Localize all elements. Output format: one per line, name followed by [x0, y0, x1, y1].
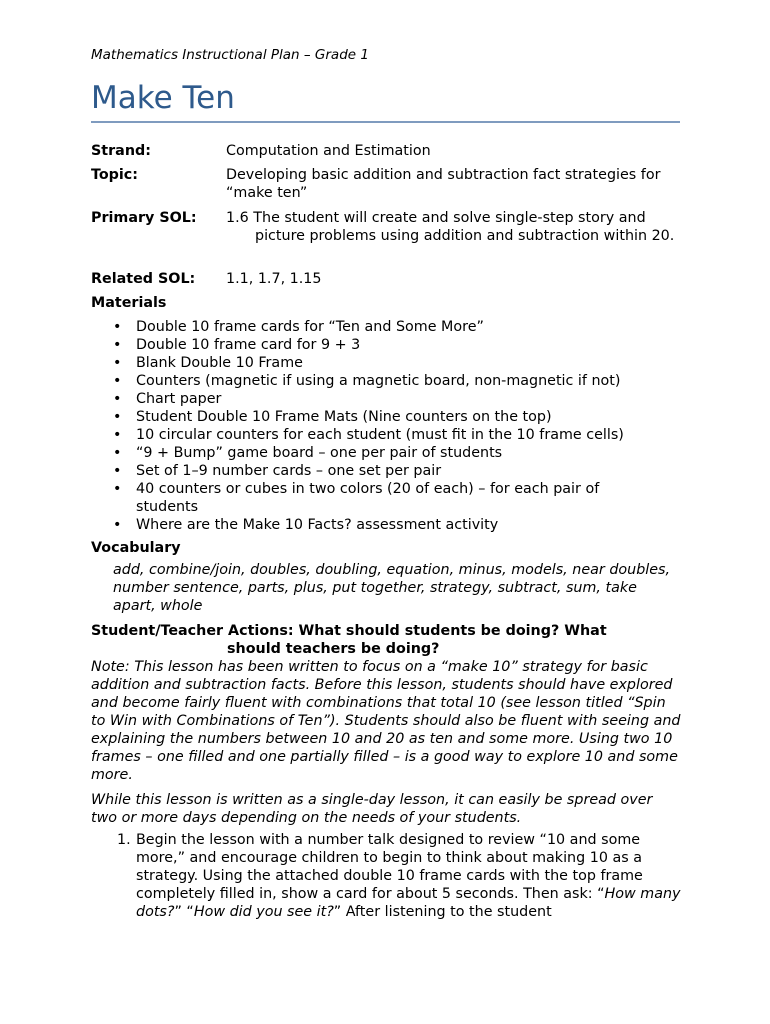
strand-value: Computation and Estimation: [226, 143, 431, 159]
list-item: [91, 831, 681, 921]
list-item: • Blank Double 10 Frame: [91, 354, 651, 372]
title-divider: [91, 121, 680, 123]
lesson-note-duration: While this lesson is written as a single-day lesson, it can easily be spread over two or more days depending on the needs of your students.: [91, 792, 653, 826]
vocabulary-text: add, combine/join, doubles, doubling, equation, minus, models, near doubles, number sentence, parts, plus, put together, strategy, subtract, sum, take apart, whole: [113, 562, 671, 614]
list-item: • 40 counters or cubes in two colors (20 of each) – for each pair of students: [91, 480, 651, 516]
step-number: 1.: [117, 832, 131, 848]
lesson-note: Note: This lesson has been written to focus on a “make 10” strategy for basic addition and subtraction facts. Before this lesson, students should have explored and become fairly fluent with combinations that total 10 (see lesson titled “Spin to Win with Combinations of Ten”). Students should also be fluent with seeing and explaining the numbers between 10 and 20 as ten and some more. Using two 10 frames – one filled and one partially filled – is a good way to explore 10 and some more.: [91, 659, 681, 783]
materials-heading: Materials: [91, 295, 167, 311]
list-item: • Double 10 frame card for 9 + 3: [91, 336, 651, 354]
list-item: • “9 + Bump” game board – one per pair of students: [91, 444, 651, 462]
list-item: • Chart paper: [91, 390, 651, 408]
list-item: • Where are the Make 10 Facts? assessment activity: [91, 516, 651, 534]
lesson-steps: [91, 831, 681, 921]
primary-sol-label: Primary SOL:: [91, 210, 197, 226]
actions-heading-line1: Student/Teacher Actions: What should students be doing? What: [91, 623, 607, 639]
primary-sol-value: 1.6 The student will create and solve single-step story and picture problems using addition and subtraction within 20.: [226, 210, 675, 244]
list-item: • Counters (magnetic if using a magnetic board, non-magnetic if not): [91, 372, 651, 390]
list-item: • Student Double 10 Frame Mats (Nine counters on the top): [91, 408, 651, 426]
actions-heading-line2: should teachers be doing?: [227, 641, 440, 657]
related-sol-label: Related SOL:: [91, 271, 196, 287]
page-title: Make Ten: [91, 80, 235, 116]
step-question: How many dots?: [136, 886, 681, 920]
step-text: Begin the lesson with a number talk designed to review “10 and some more,” and encourage children to begin to think about making 10 as a strategy. Using the attached double 10 frame cards with the top frame completely filled in, show a card for about 5 seconds. Then ask: “: [136, 832, 643, 902]
step-text: ” “: [174, 904, 194, 920]
vocabulary-heading: Vocabulary: [91, 540, 181, 556]
list-item: • Double 10 frame cards for “Ten and Some More”: [91, 318, 651, 336]
list-item: • 10 circular counters for each student (must fit in the 10 frame cells): [91, 426, 651, 444]
list-item: • Set of 1–9 number cards – one set per pair: [91, 462, 651, 480]
topic-label: Topic:: [91, 167, 139, 183]
related-sol-value: 1.1, 1.7, 1.15: [226, 271, 322, 287]
step-text: ” After listening to the student: [333, 904, 552, 920]
document-header: Mathematics Instructional Plan – Grade 1: [91, 47, 369, 63]
step-question: How did you see it?: [193, 904, 334, 920]
strand-label: Strand:: [91, 143, 151, 159]
actions-heading: [91, 622, 681, 658]
materials-list: [91, 318, 651, 534]
topic-value: Developing basic addition and subtraction fact strategies for “make ten”: [226, 167, 661, 201]
